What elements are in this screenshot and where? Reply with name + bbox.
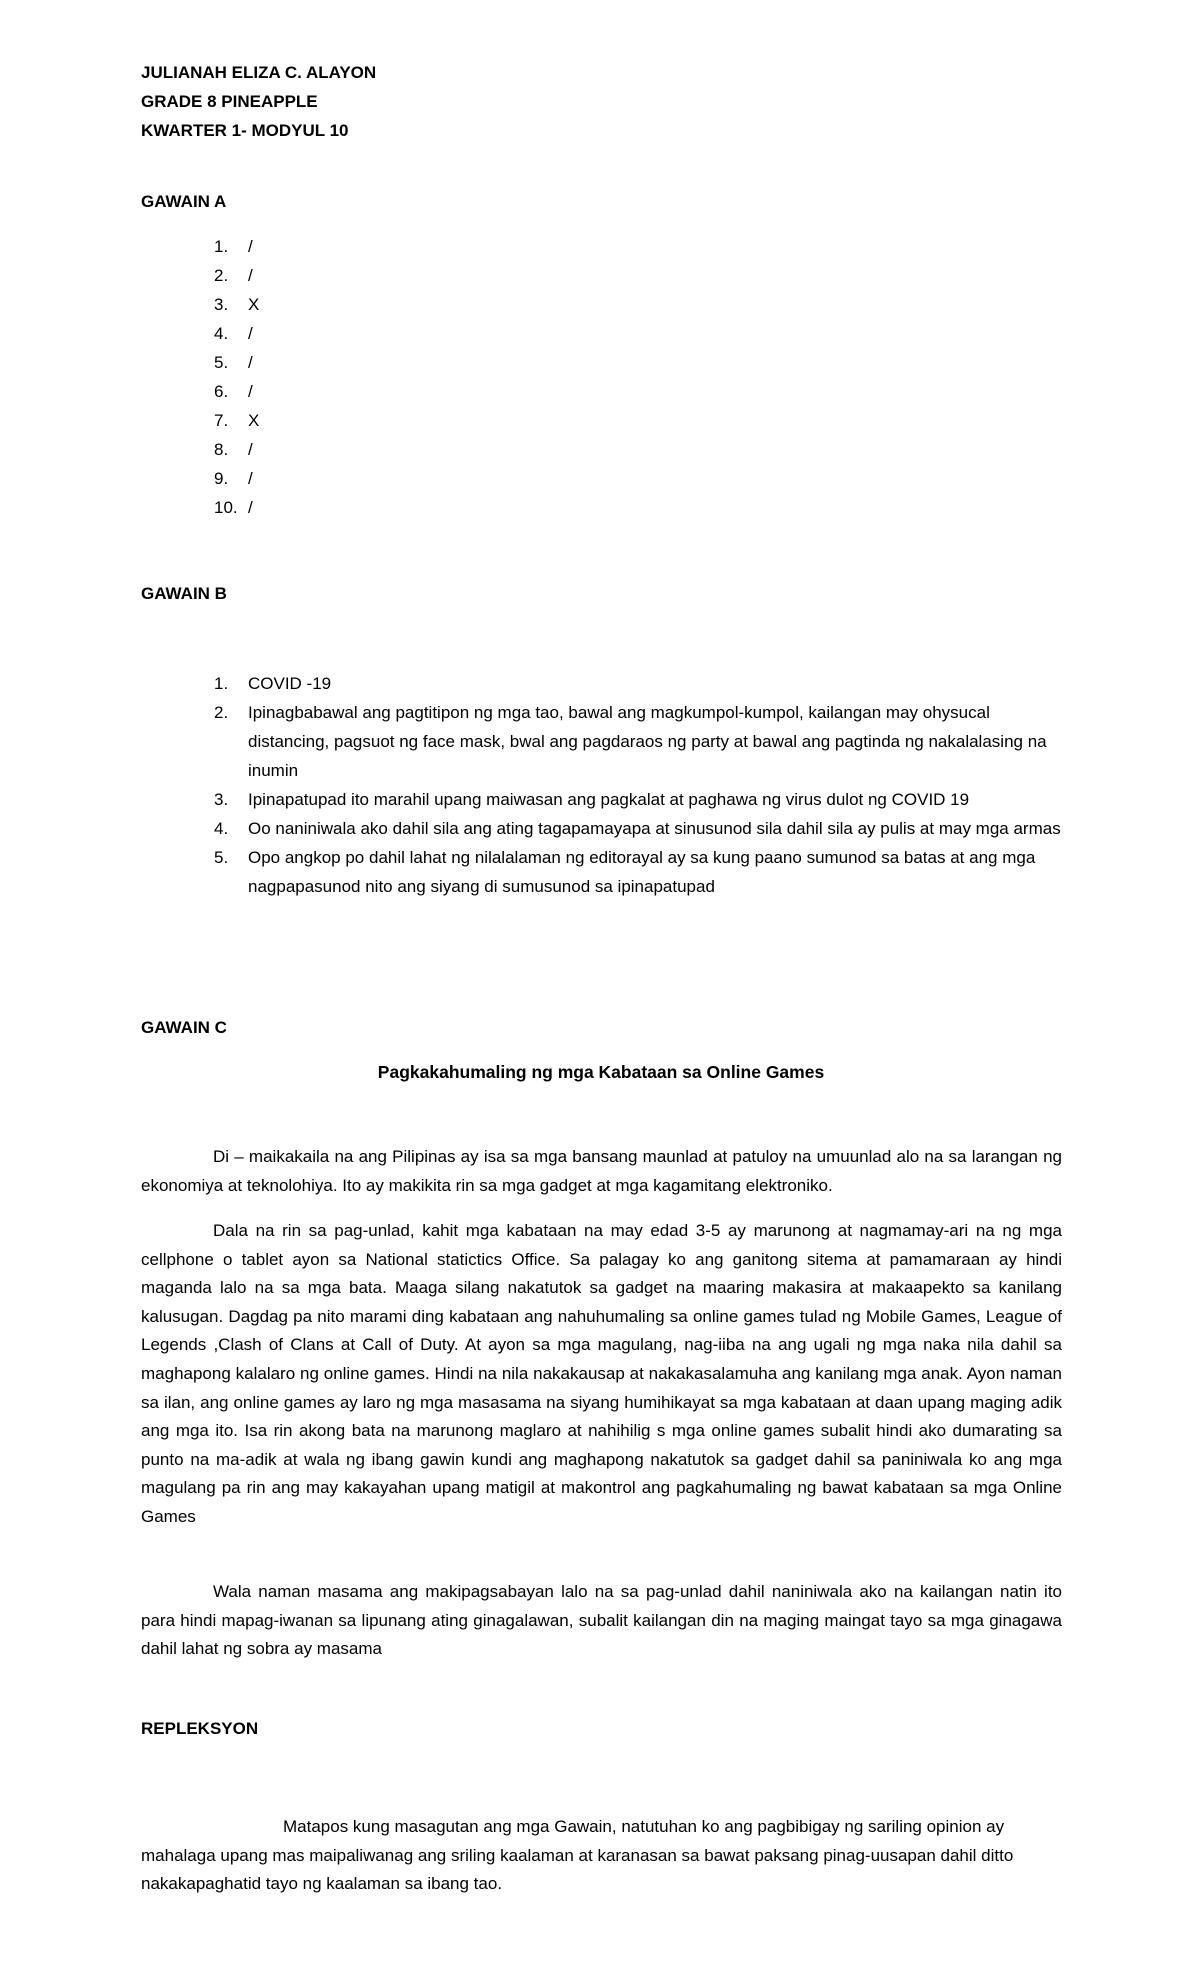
item-number: 4.	[214, 819, 229, 838]
item-number: 1.	[214, 237, 229, 256]
essay-paragraph-3: Wala naman masama ang makipagsabayan lalo na sa pag-unlad dahil naniniwala ako na kailangan natin ito para hindi mapag-iwanan sa lipunang ating ginagalawan, subalit kailangan din na maging maingat tayo sa mga ginagawa dahil lahat ng sobra ay masama	[141, 1582, 1062, 1659]
essay-paragraph-1: Di – maikakaila na ang Pilipinas ay isa sa mga bansang maunlad at patuloy na umuunlad alo na sa larangan ng ekonomiya at teknolohiya. Ito ay makikita rin sa mga gadget at mga kagamitang elektroniko.	[141, 1147, 1062, 1195]
quarter-module: KWARTER 1- MODYUL 10	[141, 121, 349, 140]
item-text: Ipinapatupad ito marahil upang maiwasan ang pagkalat at paghawa ng virus dulot ng COVID 19	[248, 790, 970, 809]
item-number: 7.	[214, 411, 229, 430]
item-answer: /	[248, 237, 253, 256]
item-answer: X	[248, 295, 260, 314]
item-number: 2.	[214, 703, 229, 722]
gawain-c-title: GAWAIN C	[141, 1018, 227, 1037]
list-item	[141, 669, 1061, 698]
list-item	[141, 698, 1061, 785]
item-answer: /	[248, 440, 253, 459]
essay-paragraph-2: Dala na rin sa pag-unlad, kahit mga kabataan na may edad 3-5 ay marunong at nagmamay-ari na ng mga cellphone o tablet ayon sa National statictics Office. Sa palagay ko ang ganitong sitema at pamamaraan ay hindi maganda lalo na sa mga bata. Maaga silang nakatutok sa gadget na maaring makasira at makaapekto sa kanilang kalusugan. Dagdag pa nito marami ding kabataan ang nahuhumaling sa online games tulad ng Mobile Games, League of Legends ,Clash of Clans at Call of Duty. At ayon sa mga magulang, nag-iiba na ang ugali ng mga naka nila dahil sa maghapong kalalaro ng online games. Hindi na nila nakakausap at nakakasalamuha ang kanilang mga anak. Ayon naman sa ilan, ang online games ay laro ng mga masasama na siyang humihikayat sa mga kabataan at daan upang maging adik ang mga ito. Isa rin akong bata na marunong maglaro at nahihilig s mga online games subalit hindi ako dumarating sa punto na ma-adik at wala ng ibang gawin kundi ang maghapong nakatutok sa gadget dahil sa paniniwala ko ang mga magulang pa rin ang may kakayahan upang matigil at makontrol ang pagkahumaling ng bawat kabataan sa mga Online Games	[141, 1221, 1062, 1526]
item-answer: /	[248, 382, 253, 401]
item-text: Ipinagbabawal ang pagtitipon ng mga tao, bawal ang magkumpol-kumpol, kailangan may ohysucal distancing, pagsuot ng face mask, bwal ang pagdaraos ng party at bawal ang pagtinda ng nakalalasing na inumin	[248, 703, 1047, 780]
list-item	[141, 843, 1061, 901]
item-number: 2.	[214, 266, 229, 285]
item-number: 5.	[214, 353, 229, 372]
gawain-a-title: GAWAIN A	[141, 192, 227, 211]
student-header	[141, 58, 376, 145]
item-answer: /	[248, 266, 253, 285]
item-answer: /	[248, 498, 253, 517]
item-text: COVID -19	[248, 674, 332, 693]
item-number: 10.	[214, 498, 238, 517]
gawain-b-list	[141, 669, 1061, 901]
list-item	[141, 814, 1061, 843]
item-number: 9.	[214, 469, 229, 488]
item-number: 1.	[214, 674, 229, 693]
item-number: 4.	[214, 324, 229, 343]
item-number: 3.	[214, 790, 229, 809]
gawain-b-title: GAWAIN B	[141, 584, 227, 603]
item-answer: /	[248, 353, 253, 372]
repleksyon-title: REPLEKSYON	[141, 1719, 259, 1738]
item-number: 6.	[214, 382, 229, 401]
item-text: Oo naniniwala ako dahil sila ang ating tagapamayapa at sinusunod sila dahil sila ay pulis at may mga armas	[248, 819, 1061, 838]
item-number: 8.	[214, 440, 229, 459]
item-number: 5.	[214, 848, 229, 867]
item-number: 3.	[214, 295, 229, 314]
student-name: JULIANAH ELIZA C. ALAYON	[141, 63, 377, 82]
student-grade: GRADE 8 PINEAPPLE	[141, 92, 318, 111]
reflection-paragraph: Matapos kung masagutan ang mga Gawain, natutuhan ko ang pagbibigay ng sariling opinion ay mahalaga upang mas maipaliwanag ang sriling kaalaman at karanasan sa bawat paksang pinag-uusapan dahil ditto nakakapaghatid tayo ng kaalaman sa ibang tao.	[141, 1817, 1014, 1894]
item-answer: /	[248, 324, 253, 343]
item-answer: X	[248, 411, 260, 430]
item-answer: /	[248, 469, 253, 488]
list-item	[141, 785, 1061, 814]
item-text: Opo angkop po dahil lahat ng nilalalaman ng editorayal ay sa kung paano sumunod sa batas at ang mga nagpapasunod nito ang siyang di sumusunod sa ipinapatupad	[248, 848, 1036, 896]
essay-title: Pagkakahumaling ng mga Kabataan sa Online Games	[377, 1062, 825, 1082]
